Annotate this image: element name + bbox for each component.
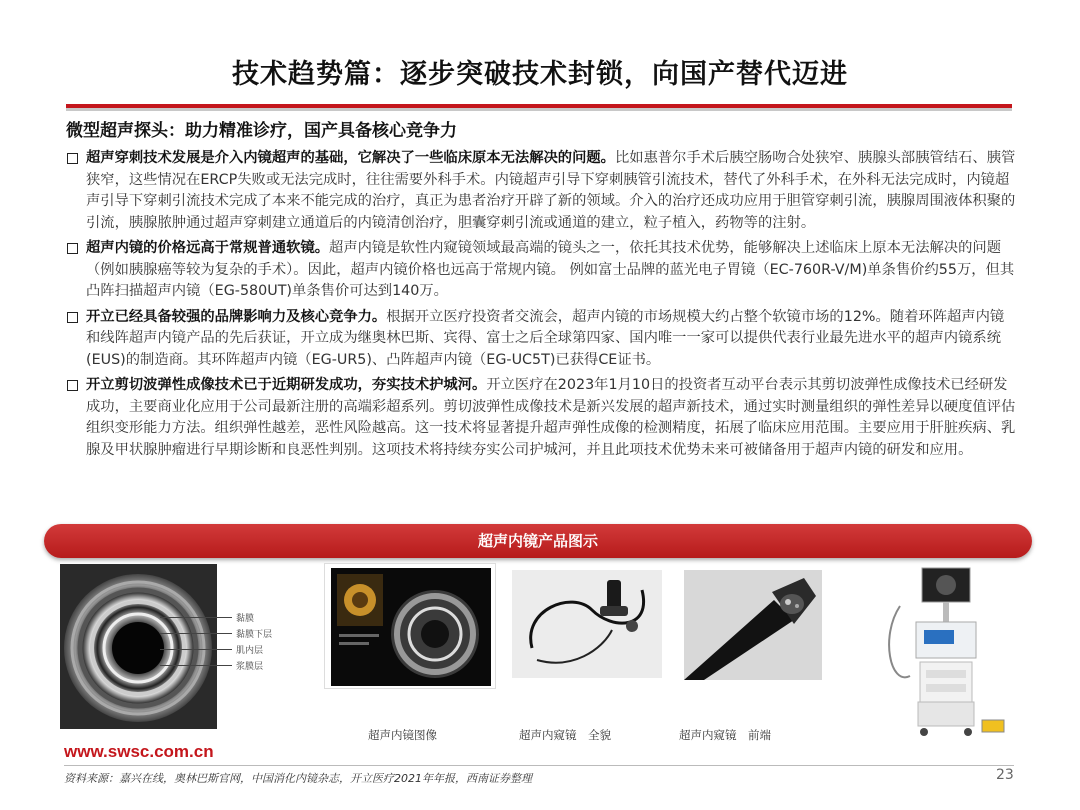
image-caption: 超声内窥镜 全貌 <box>519 728 611 742</box>
layer-label: 黏膜 <box>236 614 255 624</box>
label-pointer <box>160 665 232 666</box>
layer-label: 浆膜层 <box>236 662 264 672</box>
bullet-item <box>66 148 1018 234</box>
ultrasound-ring-image <box>60 564 217 729</box>
bullet-text: 开立医疗在2023年1月10日的投资者互动平台表示其剪切波弹性成像技术已经研发成功，主要商业化应用于公司最新注册的高端彩超系列。剪切波弹性成像技术是新兴发展的超声新技术，通过实时测量组织的弹性差异以硬度值评估组织变形能力方法。组织弹性越差，恶性风险越高。这一技术将显著提升超声弹性成像的检测精度，拓展了临床应用范围。主要应用于肝脏疾病、乳腺及甲状腺肿瘤进行早期诊断和良恶性判别。这项技术将持续夯实公司护城河，并且此项技术优势未来可被储备用于超声内镜的研发和应用。 <box>86 377 1016 458</box>
page-number: 23 <box>996 767 1014 783</box>
checkbox-icon <box>67 312 78 323</box>
bullet-lead: 开立剪切波弹性成像技术已于近期研发成功，夯实技术护城河。 <box>86 377 487 393</box>
eus-workstation-image <box>870 566 1012 742</box>
bullet-item <box>66 375 1018 461</box>
image-caption: 超声内镜图像 <box>368 728 437 742</box>
image-caption: 超声内窥镜 前端 <box>679 728 771 742</box>
bullet-text: 根据开立医疗投资者交流会，超声内镜的市场规模大约占整个软镜市场的12%。随着环阵超声内镜和线阵超声内镜产品的先后获证，开立成为继奥林巴斯、宾得、富士之后全球第四家、国内唯一一家可以提供代表行业最先进水平的超声内镜系统(EUS)的制造商。其环阵超声内镜（EG-UR5)、凸阵超声内镜（EG-UC5T)已获得CE证书。 <box>86 308 1005 368</box>
section-subtitle: 微型超声探头：助力精准诊疗，国产具备核心竞争力 <box>66 121 457 141</box>
endoscope-full-image <box>512 570 662 678</box>
label-pointer <box>160 649 232 650</box>
bullet-lead: 开立已经具备较强的品牌影响力及核心竞争力。 <box>86 308 387 325</box>
bullet-text: 比如惠普尔手术后胰空肠吻合处狭窄、胰腺头部胰管结石、胰管狭窄，这些情况在ERCP失败或无法完成时，往往需要外科手术。内镜超声引导下穿刺胰管引流技术，替代了外科手术，在外科无法完成时，内镜超声引导下穿刺引流技术完成了本来不能完成的治疗，真正为患者治疗开辟了新的领域。介入的治疗还成功应用于胆管穿刺引流，胰腺周围液体积聚的引流，胰腺脓肿通过超声穿刺建立通道后的内镜清创治疗，胆囊穿刺引流或通道的建立，粒子植入，药物等的注射。 <box>86 150 1016 231</box>
label-pointer <box>160 633 232 634</box>
title-divider <box>66 101 1012 111</box>
checkbox-icon <box>67 243 78 254</box>
banner-label: 超声内镜产品图示 <box>477 532 598 550</box>
bullet-item <box>66 307 1018 372</box>
bullet-text: 超声内镜是软性内窥镜领域最高端的镜头之一，依托其技术优势，能够解决上述临床上原本无法解决的问题（例如胰腺癌等较为复杂的手术）。因此，超声内镜价格也远高于常规内镜。 例如富士品牌的蓝光电子胃镜（EC-760R-V/M)单条售价约55万，但其凸阵扫描超声内镜（EG-580UT)单条售价可达到140万。 <box>86 240 1015 299</box>
layer-label: 肌内层 <box>236 646 264 656</box>
bullet-list <box>66 148 1018 465</box>
bullet-item <box>66 238 1018 303</box>
endoscope-tip-image <box>684 570 822 680</box>
layer-label: 黏膜下层 <box>236 630 273 640</box>
eus-monitor-image <box>324 563 496 689</box>
section-banner <box>44 524 1032 558</box>
checkbox-icon <box>67 153 78 164</box>
bullet-lead: 超声穿刺技术发展是介入内镜超声的基础，它解决了一些临床原本无法解决的问题。 <box>86 150 615 166</box>
label-pointer <box>160 617 232 618</box>
website-url[interactable]: www.swsc.com.cn <box>64 742 214 761</box>
source-note: 资料来源：嘉兴在线，奥林巴斯官网，中国消化内镜杂志，开立医疗2021年年报，西南证券整理 <box>64 772 532 785</box>
footer-divider <box>64 765 1014 766</box>
checkbox-icon <box>67 380 78 391</box>
bullet-lead: 超声内镜的价格远高于常规普通软镜。 <box>86 240 330 256</box>
page-title: 技术趋势篇：逐步突破技术封锁，向国产替代迈进 <box>232 59 848 90</box>
